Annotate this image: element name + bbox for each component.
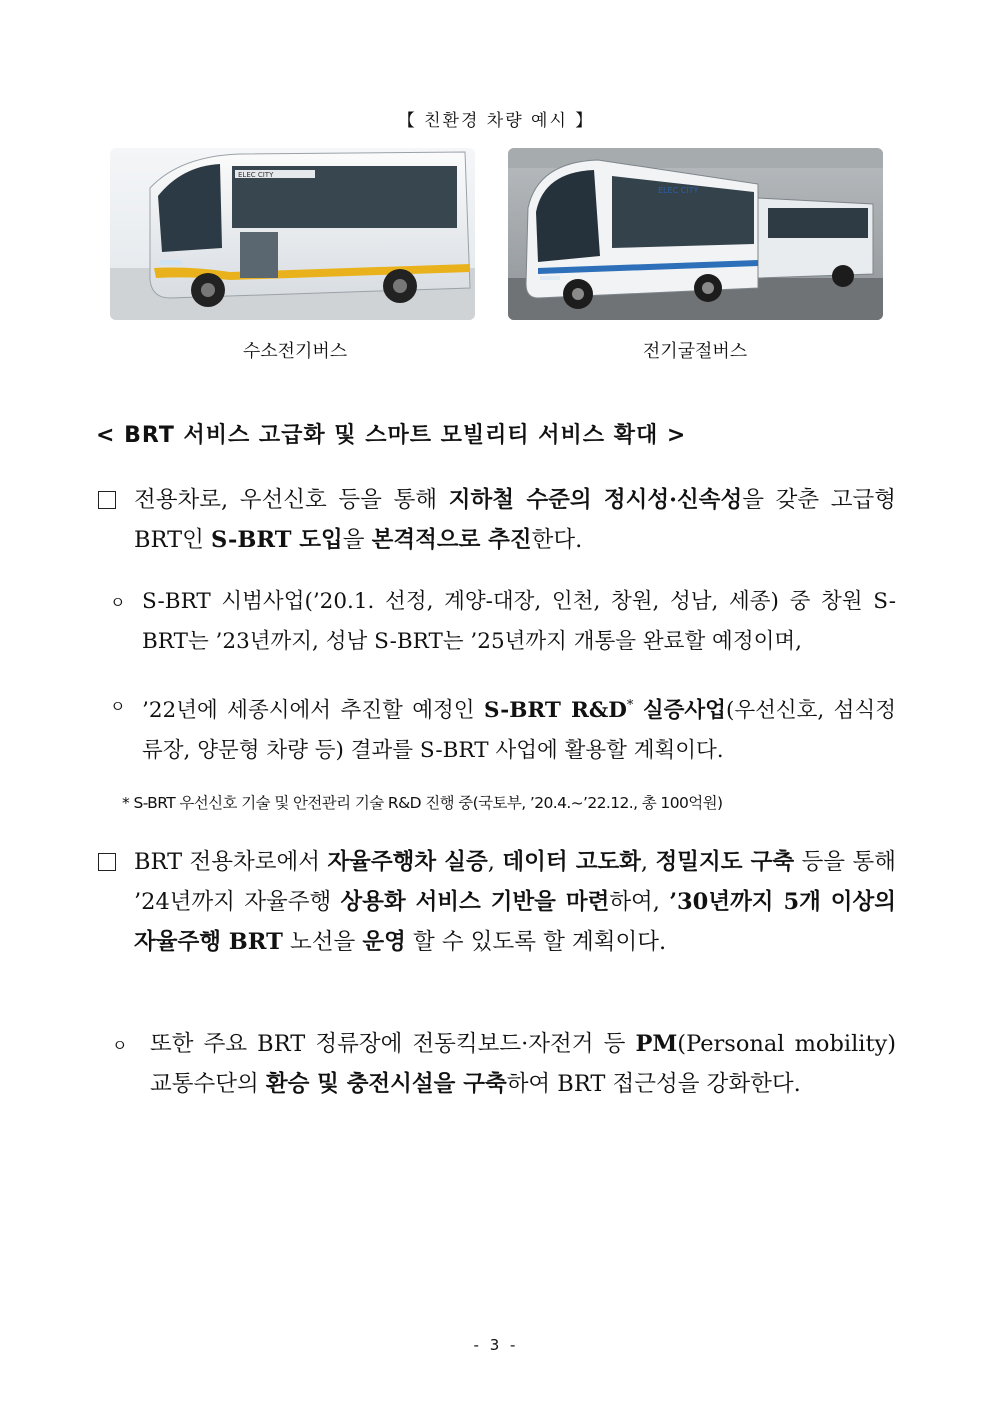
circle-bullet-icon: ㅇ [110,697,126,716]
articulated-electric-bus-photo [508,148,883,320]
item2-sub: 또한 주요 BRT 정류장에 전동킥보드·자전거 등 PM(Personal mobility) 교통수단의 환승 및 충전시설을 구축하여 BRT 접근성을 강화한다. [150,1031,896,1097]
box-bullet-icon [98,853,116,871]
photo-label-hydrogen-bus: 수소전기버스 [242,341,348,362]
photo-label-articulated-bus: 전기굴절버스 [642,341,748,362]
figure-caption: 【 친환경 차량 예시 】 [397,111,595,131]
circle-bullet-icon: ㅇ [110,593,126,612]
item1-paragraph: 전용차로, 우선신호 등을 통해 지하철 수준의 정시성·신속성을 갖춘 고급형 BRT인 S-BRT 도입을 본격적으로 추진한다. [134,487,896,553]
circle-bullet-icon: ㅇ [112,1036,128,1055]
box-bullet-icon [98,491,116,509]
footnote: * S-BRT 우선신호 기술 및 안전관리 기술 R&D 진행 중(국토부, ’20.4.~’22.12., 총 100억원) [122,794,723,812]
item2-paragraph: BRT 전용차로에서 자율주행차 실증, 데이터 고도화, 정밀지도 구축 등을 통해 ’24년까지 자율주행 상용화 서비스 기반을 마련하여, ’30년까지 5개 이상의 자율주행 BRT 노선을 운영 할 수 있도록 할 계획이다. [134,849,896,955]
hydrogen-bus-photo [110,148,475,320]
item1-sub1: S-BRT 시범사업(’20.1. 선정, 계양-대장, 인천, 창원, 성남, 세종) 중 창원 S-BRT는 ’23년까지, 성남 S-BRT는 ’25년까지 개통을 완료할 예정이며, [142,589,896,654]
section-heading: < BRT 서비스 고급화 및 스마트 모빌리티 서비스 확대 > [96,423,687,448]
item1-sub2: ’22년에 세종시에서 추진할 예정인 S-BRT R&D* 실증사업(우선신호, 섬식정류장, 양문형 차량 등) 결과를 S-BRT 사업에 활용할 계획이다. [142,698,896,764]
bus-sign-text: ELEC CITY [238,171,274,179]
bus-sign-text: ELEC CITY [658,186,699,195]
page-number: - 3 - [473,1336,519,1354]
